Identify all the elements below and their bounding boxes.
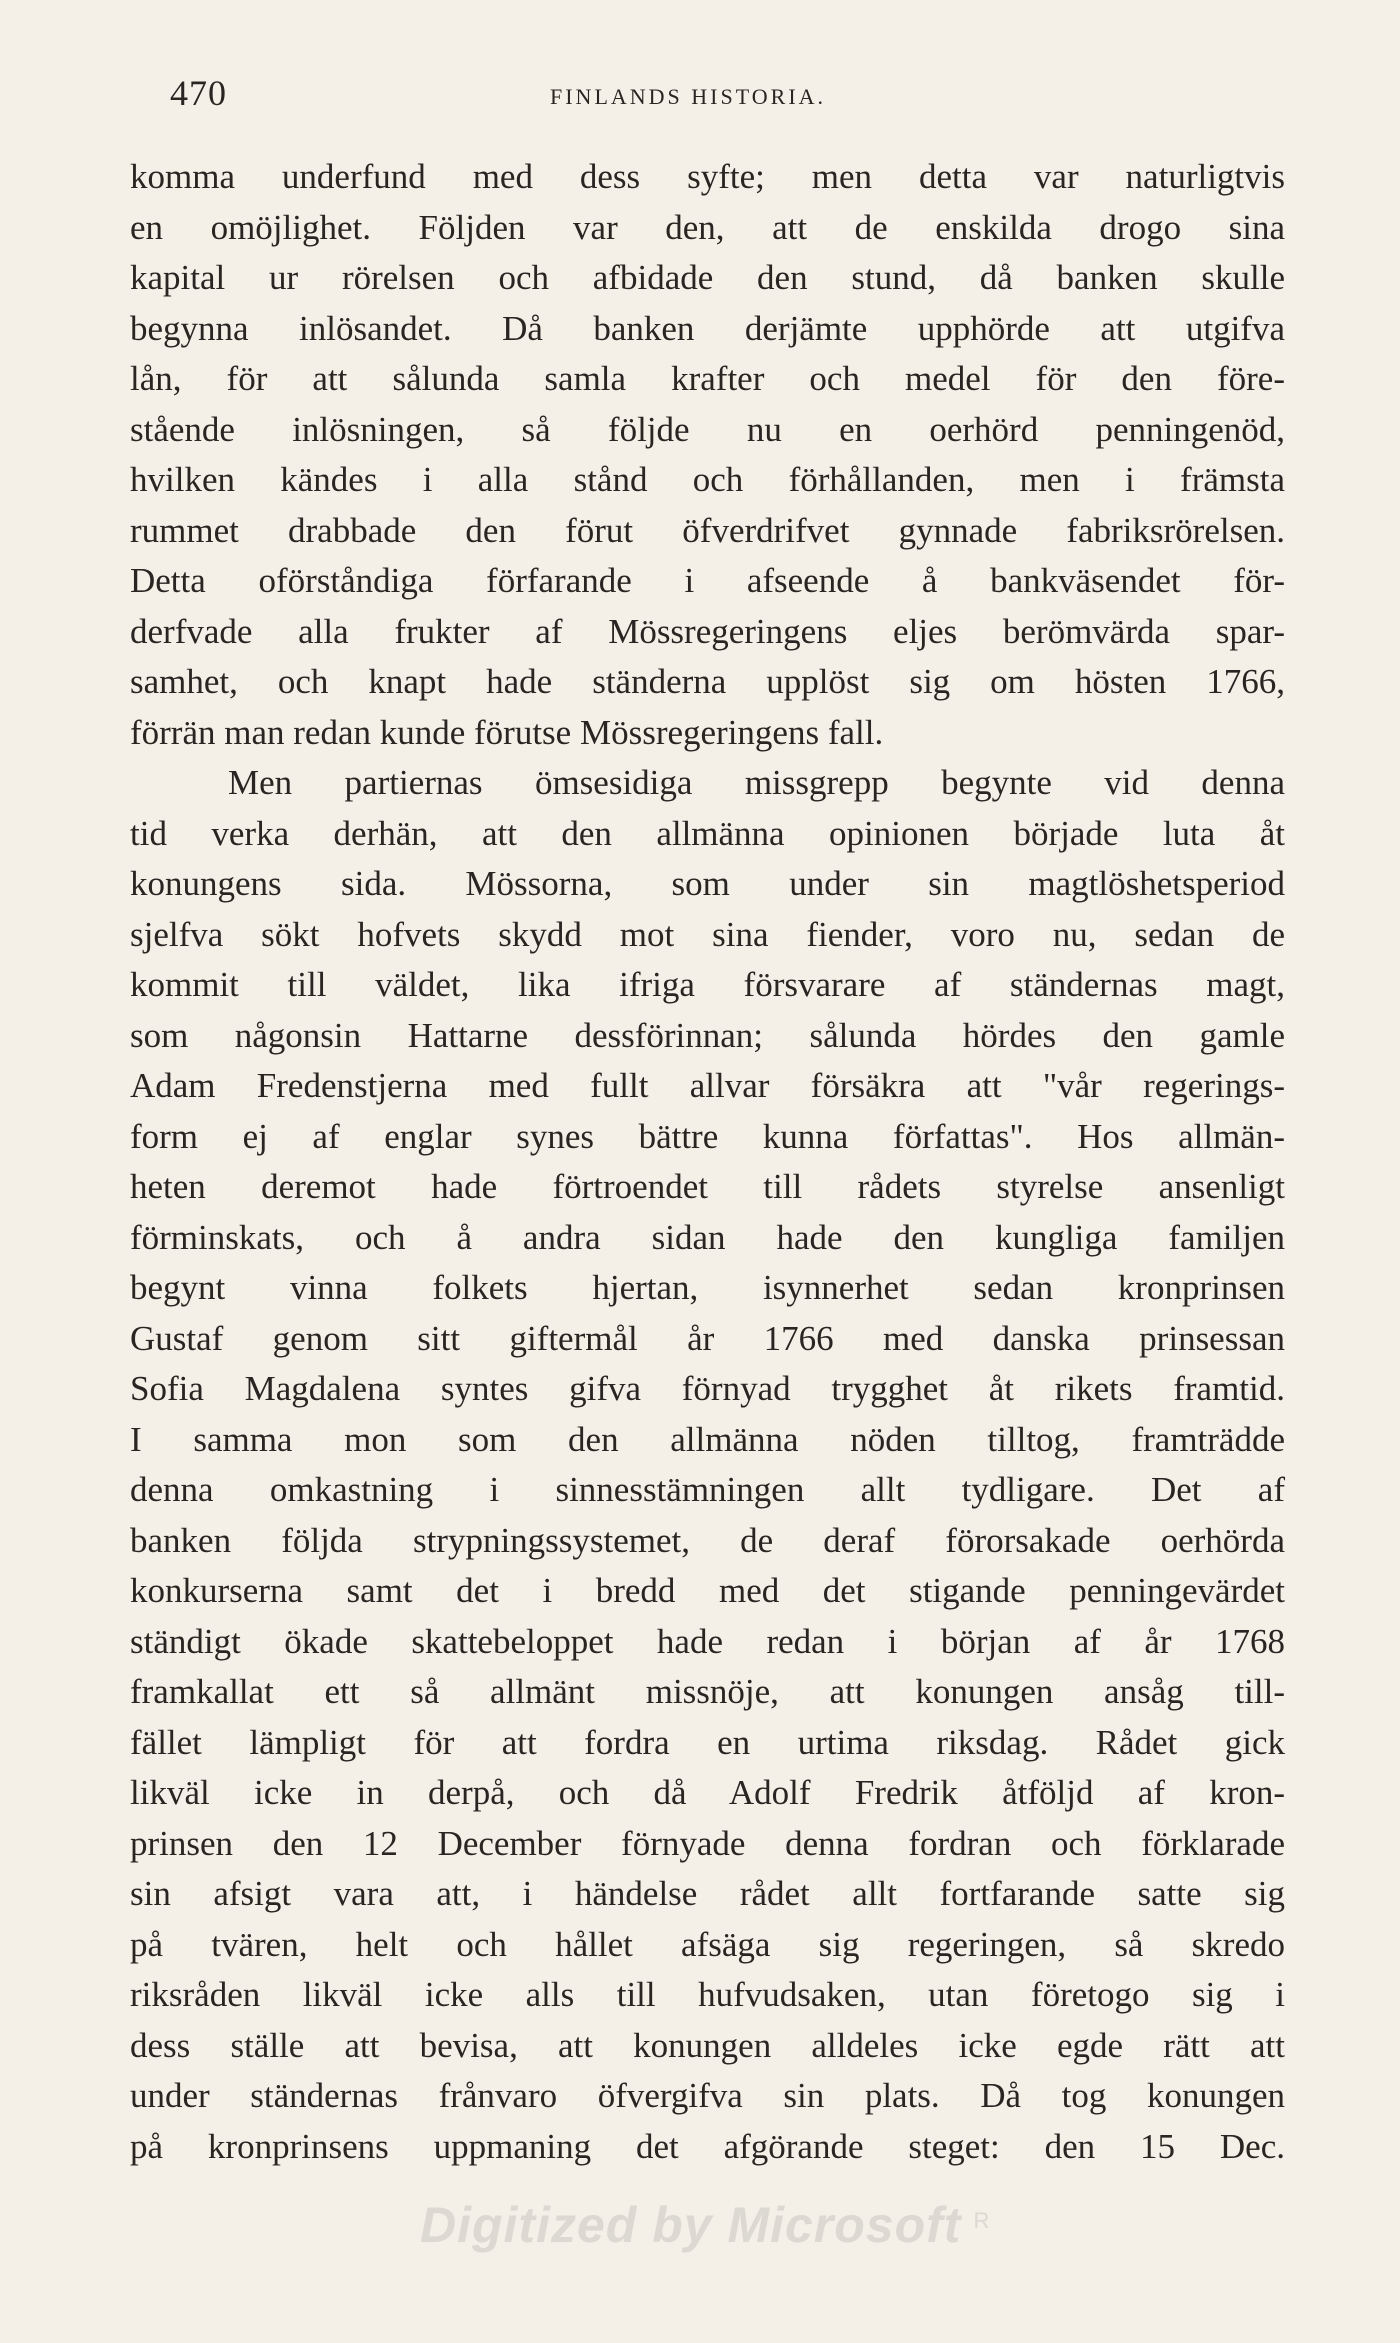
text-line: komma underfund med dess syfte; men detta var naturligtvis — [130, 157, 1285, 196]
text-line: Sofia Magdalena syntes gifva förnyad trygghet åt rikets framtid. — [130, 1369, 1285, 1408]
page-number: 470 — [170, 73, 227, 113]
text-line: heten deremot hade förtroendet till rådets styrelse ansenligt — [130, 1167, 1285, 1206]
text-line: riksråden likväl icke alls till hufvudsaken, utan företogo sig i — [130, 1975, 1285, 2014]
running-title: FINLANDS HISTORIA. — [550, 84, 827, 109]
text-line: hvilken kändes i alla stånd och förhållanden, men i främsta — [130, 460, 1285, 499]
text-line: konkurserna samt det i bredd med det stigande penningevärdet — [130, 1571, 1285, 1610]
text-line: kommit till väldet, lika ifriga försvarare af ständernas magt, — [130, 965, 1285, 1004]
text-line: ständigt ökade skattebeloppet hade redan i början af år 1768 — [130, 1621, 1285, 1661]
text-line: Adam Fredenstjerna med fullt allvar försäkra att "vår regerings- — [130, 1066, 1285, 1105]
digitization-watermark — [420, 2196, 990, 2254]
text-line: Gustaf genom sitt giftermål år 1766 med danska prinsessan — [130, 1318, 1285, 1358]
text-line: sjelfva sökt hofvets skydd mot sina fiender, voro nu, sedan de — [130, 914, 1285, 954]
text-line: begynna inlösandet. Då banken derjämte upphörde att utgifva — [130, 308, 1285, 348]
text-line: kapital ur rörelsen och afbidade den stund, då banken skulle — [130, 258, 1285, 297]
text-line: tid verka derhän, att den allmänna opinionen började luta åt — [130, 813, 1285, 853]
text-line: banken följda strypningssystemet, de deraf förorsakade oerhörda — [130, 1520, 1285, 1560]
text-line: denna omkastning i sinnesstämningen allt tydligare. Det af — [130, 1470, 1285, 1509]
text-line: begynt vinna folkets hjertan, isynnerhet sedan kronprinsen — [130, 1268, 1285, 1307]
text-line: på kronprinsens uppmaning det afgörande steget: den 15 Dec. — [130, 2126, 1285, 2166]
text-line: I samma mon som den allmänna nöden tilltog, framträdde — [130, 1419, 1285, 1459]
text-line: förrän man redan kunde förutse Mössregeringens fall. — [130, 712, 884, 752]
text-line: stående inlösningen, så följde nu en oerhörd penningenöd, — [130, 409, 1285, 449]
text-line: en omöjlighet. Följden var den, att de enskilda drogo sina — [130, 207, 1285, 247]
text-line: som någonsin Hattarne dessförinnan; sålunda hördes den gamle — [130, 1015, 1285, 1055]
watermark-text: Digitized by Microsoft — [420, 2197, 962, 2253]
text-line: konungens sida. Mössorna, som under sin magtlöshetsperiod — [130, 864, 1285, 903]
body-text — [130, 152, 1285, 2172]
watermark-registered-mark: R — [973, 2208, 991, 2233]
text-line: samhet, och knapt hade ständerna upplöst sig om hösten 1766, — [130, 662, 1285, 701]
text-line: under ständernas frånvaro öfvergifva sin plats. Då tog konungen — [130, 2076, 1285, 2115]
text-line: Men partiernas ömsesidiga missgrepp begynte vid denna — [228, 763, 1285, 802]
text-line: dess ställe att bevisa, att konungen alldeles icke egde rätt att — [130, 2025, 1285, 2065]
text-line: sin afsigt vara att, i händelse rådet allt fortfarande satte sig — [130, 1874, 1285, 1913]
text-line: derfvade alla frukter af Mössregeringens eljes berömvärda spar- — [130, 611, 1285, 651]
text-line: fället lämpligt för att fordra en urtima riksdag. Rådet gick — [130, 1722, 1285, 1762]
text-line: rummet drabbade den förut öfverdrifvet gynnade fabriksrörelsen. — [130, 510, 1285, 550]
page-header — [170, 72, 1285, 132]
text-line: likväl icke in derpå, och då Adolf Fredrik åtföljd af kron- — [130, 1773, 1285, 1812]
text-line: Detta oförståndiga förfarande i afseende å bankväsendet för- — [130, 561, 1285, 600]
text-line: framkallat ett så allmänt missnöje, att konungen ansåg till- — [130, 1672, 1285, 1711]
text-line: lån, för att sålunda samla krafter och medel för den före- — [130, 359, 1285, 398]
text-line: form ej af englar synes bättre kunna författas". Hos allmän- — [130, 1116, 1285, 1156]
text-line: på tvären, helt och hållet afsäga sig regeringen, så skredo — [130, 1924, 1285, 1964]
text-line: förminskats, och å andra sidan hade den kungliga familjen — [130, 1217, 1285, 1257]
text-line: prinsen den 12 December förnyade denna fordran och förklarade — [130, 1823, 1285, 1863]
